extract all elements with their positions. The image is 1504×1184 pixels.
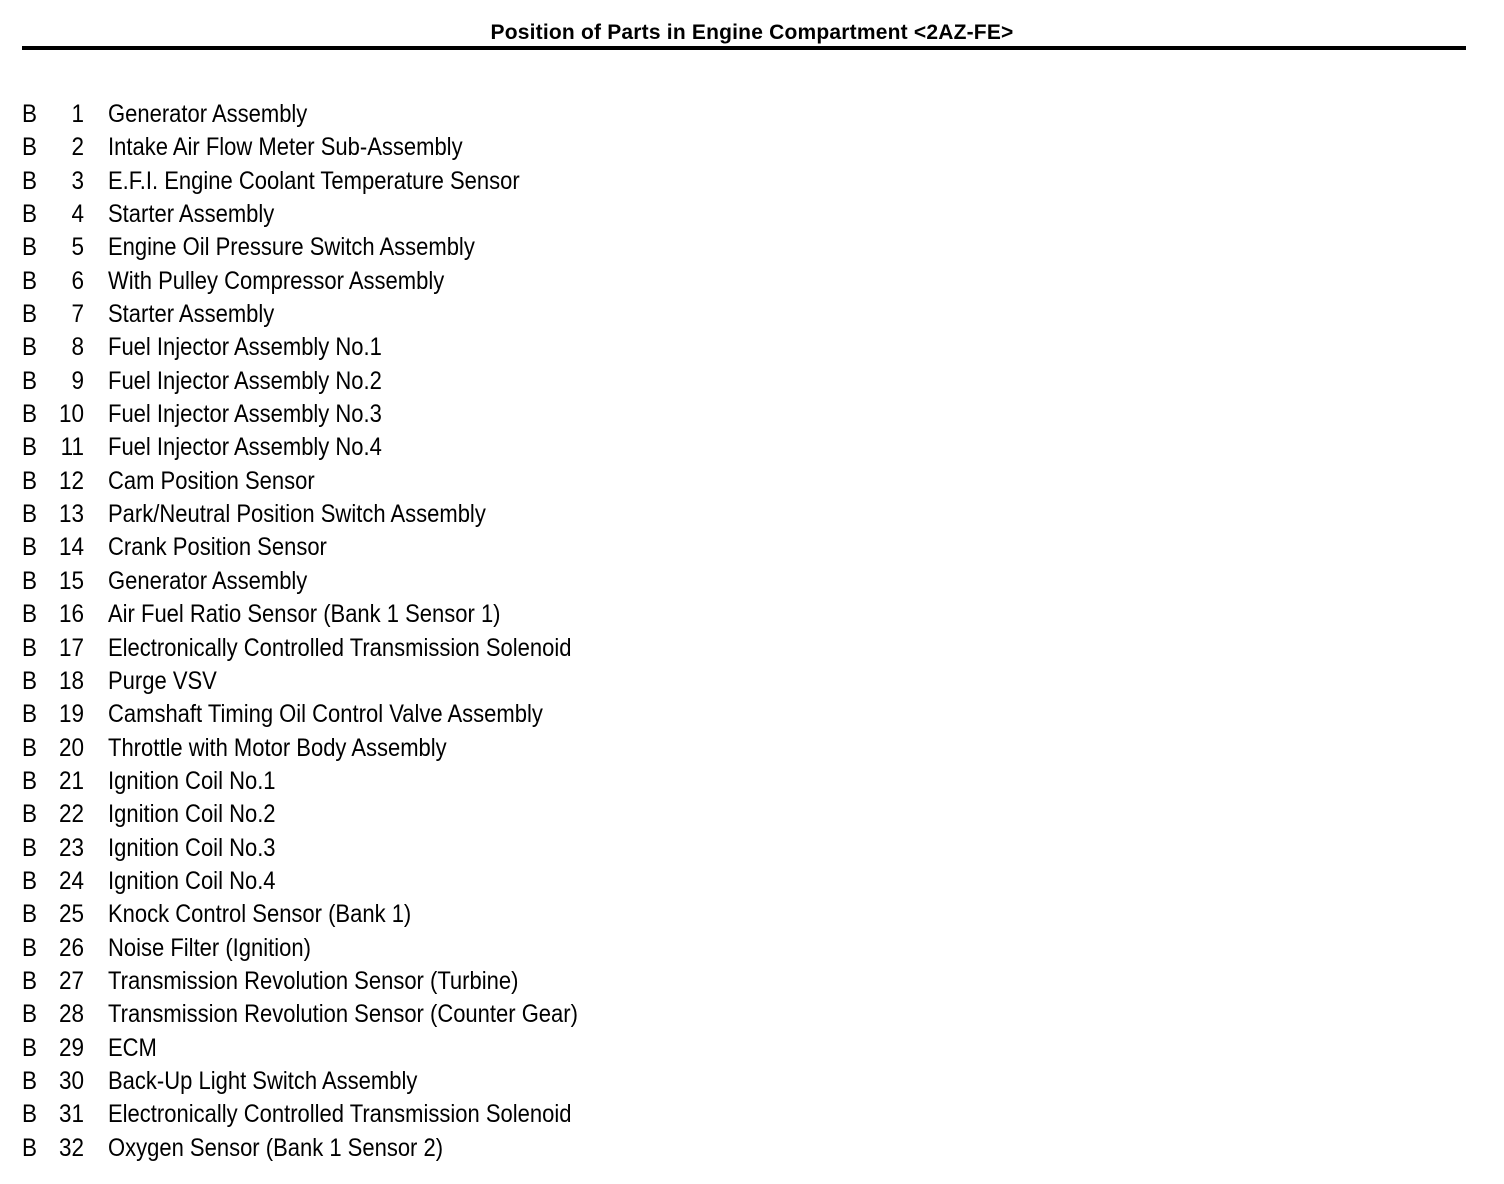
part-row: [0, 565, 700, 598]
part-row: [0, 98, 700, 131]
part-number: 3: [71, 166, 84, 195]
part-name: Back-Up Light Switch Assembly: [108, 1066, 418, 1095]
part-number: 29: [58, 1033, 84, 1062]
part-row: [0, 198, 700, 231]
part-row: [0, 331, 700, 364]
part-row: [0, 298, 700, 331]
part-code: B: [22, 1133, 38, 1162]
part-number: 21: [58, 766, 84, 795]
part-name: Transmission Revolution Sensor (Turbine): [108, 966, 519, 995]
part-name: Generator Assembly: [108, 100, 308, 128]
part-name: Air Fuel Ratio Sensor (Bank 1 Sensor 1): [108, 600, 501, 629]
part-code: B: [22, 266, 38, 295]
part-code: B: [22, 733, 38, 762]
part-row: [0, 1098, 700, 1131]
part-name: Generator Assembly: [108, 566, 308, 595]
part-code: B: [22, 666, 38, 695]
part-row: [0, 732, 700, 765]
part-number: 11: [60, 433, 84, 462]
part-number: 18: [58, 666, 84, 695]
part-code: B: [22, 566, 38, 595]
part-row: [0, 832, 700, 865]
part-name: Ignition Coil No.2: [108, 800, 276, 829]
part-number: 10: [58, 400, 84, 429]
part-code: B: [22, 166, 38, 195]
part-number: 25: [58, 900, 84, 929]
part-name: Intake Air Flow Meter Sub-Assembly: [108, 133, 463, 162]
part-row: [0, 265, 700, 298]
part-name: Transmission Revolution Sensor (Counter Gear): [108, 1000, 578, 1029]
part-name: Camshaft Timing Oil Control Valve Assembly: [108, 700, 543, 729]
part-name: Ignition Coil No.4: [108, 866, 276, 895]
part-code: B: [22, 1000, 38, 1029]
part-code: B: [22, 333, 38, 362]
part-name: Fuel Injector Assembly No.2: [108, 366, 382, 395]
part-row: [0, 698, 700, 731]
part-code: B: [22, 600, 38, 629]
part-row: [0, 398, 700, 431]
part-row: [0, 598, 700, 631]
part-number: 12: [58, 466, 84, 495]
part-number: 2: [71, 133, 84, 162]
part-number: 15: [58, 566, 84, 595]
page-title: Position of Parts in Engine Compartment <2AZ-FE>: [490, 21, 1014, 44]
part-name: With Pulley Compressor Assembly: [108, 266, 445, 295]
part-number: 7: [71, 300, 84, 329]
part-name: Starter Assembly: [108, 300, 275, 329]
part-name: Cam Position Sensor: [108, 466, 315, 495]
part-row: [0, 498, 700, 531]
part-row: [0, 431, 700, 464]
part-name: Fuel Injector Assembly No.4: [108, 433, 382, 462]
part-name: Park/Neutral Position Switch Assembly: [108, 500, 486, 529]
part-code: B: [22, 200, 38, 229]
part-row: [0, 765, 700, 798]
part-number: 9: [71, 366, 84, 395]
part-code: B: [22, 700, 38, 729]
part-code: B: [22, 433, 38, 462]
part-row: [0, 798, 700, 831]
part-name: Knock Control Sensor (Bank 1): [108, 900, 412, 929]
part-number: 28: [58, 1000, 84, 1029]
part-number: 5: [71, 233, 84, 262]
part-name: Fuel Injector Assembly No.3: [108, 400, 382, 429]
part-row: [0, 665, 700, 698]
parts-list: [0, 98, 700, 1165]
part-code: B: [22, 800, 38, 829]
part-number: 30: [58, 1066, 84, 1095]
part-name: E.F.I. Engine Coolant Temperature Sensor: [108, 166, 520, 195]
part-number: 26: [58, 933, 84, 962]
part-number: 1: [71, 100, 84, 128]
part-name: ECM: [108, 1033, 157, 1062]
part-name: Starter Assembly: [108, 200, 275, 229]
part-row: [0, 932, 700, 965]
part-number: 22: [58, 800, 84, 829]
part-code: B: [22, 500, 38, 529]
part-name: Engine Oil Pressure Switch Assembly: [108, 233, 475, 262]
part-name: Fuel Injector Assembly No.1: [108, 333, 382, 362]
part-name: Purge VSV: [108, 666, 217, 695]
part-number: 31: [58, 1100, 84, 1129]
part-code: B: [22, 1066, 38, 1095]
part-row: [0, 131, 700, 164]
part-code: B: [22, 766, 38, 795]
part-name: Crank Position Sensor: [108, 533, 327, 562]
part-name: Oxygen Sensor (Bank 1 Sensor 2): [108, 1133, 444, 1162]
part-code: B: [22, 233, 38, 262]
part-number: 14: [58, 533, 84, 562]
part-row: [0, 531, 700, 564]
part-code: B: [22, 633, 38, 662]
title-divider: [22, 46, 1466, 50]
part-number: 17: [58, 633, 84, 662]
part-code: B: [22, 100, 38, 128]
part-number: 6: [71, 266, 84, 295]
part-code: B: [22, 900, 38, 929]
part-name: Throttle with Motor Body Assembly: [108, 733, 447, 762]
part-name: Electronically Controlled Transmission Solenoid: [108, 633, 572, 662]
part-number: 16: [58, 600, 84, 629]
part-row: [0, 231, 700, 264]
part-code: B: [22, 1100, 38, 1129]
part-code: B: [22, 466, 38, 495]
part-code: B: [22, 1033, 38, 1062]
part-row: [0, 965, 700, 998]
part-number: 32: [58, 1133, 84, 1162]
part-row: [0, 465, 700, 498]
part-row: [0, 365, 700, 398]
part-row: [0, 632, 700, 665]
part-row: [0, 865, 700, 898]
part-number: 4: [71, 200, 84, 229]
part-row: [0, 898, 700, 931]
part-name: Ignition Coil No.1: [108, 766, 276, 795]
part-code: B: [22, 300, 38, 329]
part-number: 27: [58, 966, 84, 995]
part-code: B: [22, 366, 38, 395]
part-number: 13: [58, 500, 84, 529]
part-number: 19: [58, 700, 84, 729]
part-row: [0, 1132, 700, 1165]
part-code: B: [22, 133, 38, 162]
part-code: B: [22, 533, 38, 562]
part-code: B: [22, 933, 38, 962]
part-number: 8: [71, 333, 84, 362]
part-name: Noise Filter (Ignition): [108, 933, 311, 962]
part-number: 23: [58, 833, 84, 862]
part-name: Electronically Controlled Transmission Solenoid: [108, 1100, 572, 1129]
part-name: Ignition Coil No.3: [108, 833, 276, 862]
part-number: 24: [58, 866, 84, 895]
part-code: B: [22, 966, 38, 995]
part-number: 20: [58, 733, 84, 762]
part-row: [0, 1065, 700, 1098]
part-row: [0, 165, 700, 198]
part-row: [0, 998, 700, 1031]
part-row: [0, 1032, 700, 1065]
part-code: B: [22, 833, 38, 862]
part-code: B: [22, 400, 38, 429]
part-code: B: [22, 866, 38, 895]
